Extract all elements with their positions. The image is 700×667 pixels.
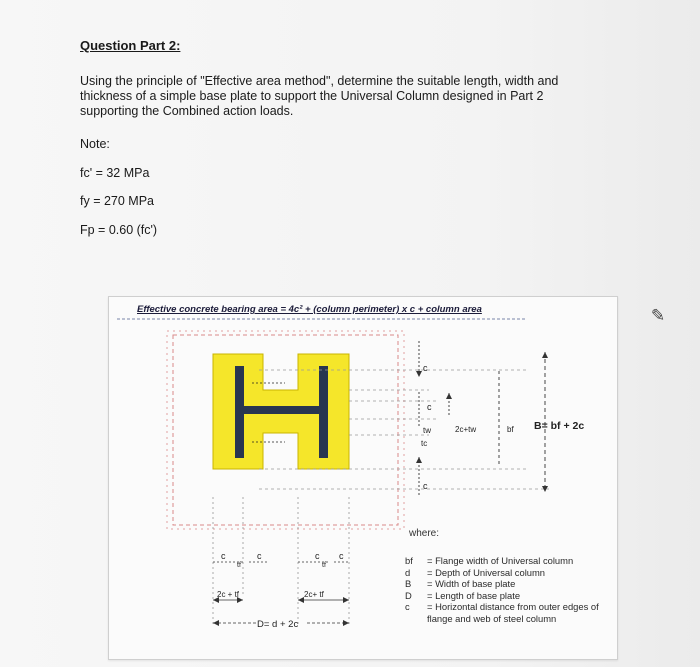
legend-description: = Length of base plate	[427, 589, 521, 601]
legend-symbol: c	[405, 601, 410, 613]
dim-c1: c	[221, 551, 226, 561]
legend	[405, 555, 607, 625]
dim-tf2: tf	[322, 562, 326, 569]
legend-description: = Width of base plate	[427, 578, 516, 590]
right-flange	[319, 366, 328, 458]
dim-c-bottom: c	[423, 481, 428, 491]
question-title: Question Part 2:	[80, 38, 181, 53]
legend-row	[405, 578, 607, 590]
dim-c3: c	[315, 551, 320, 561]
fp-value: Fp = 0.60 (fc')	[80, 223, 158, 237]
legend-row	[405, 555, 607, 567]
question-instruction: Using the principle of "Effective area method", determine the suitable length, width and thickness of a simple base plate to support the Universal Column designed in Part 2 supporting the Combined action loads.	[80, 74, 559, 118]
legend-symbol: D	[405, 589, 412, 601]
dim-c4: c	[339, 551, 344, 561]
dim-b-formula: B= bf + 2c	[534, 420, 585, 432]
base-plate-figure	[108, 296, 618, 660]
fy-value: fy = 270 MPa	[80, 194, 154, 208]
where-label: where:	[409, 528, 440, 539]
dim-2c-tw: 2c+tw	[455, 425, 477, 434]
pencil-icon: ✎	[650, 306, 666, 325]
fc-value: fc' = 32 MPa	[80, 166, 150, 180]
legend-description: = Depth of Universal column	[427, 566, 546, 578]
dim-tc: tc	[421, 439, 428, 448]
dimension-arrows	[416, 352, 548, 492]
dim-bf: bf	[507, 425, 514, 434]
legend-symbol: d	[405, 566, 411, 578]
dim-2c-tf-left: 2c + tf	[217, 590, 240, 599]
dim-tw: tw	[423, 426, 431, 435]
edit-button[interactable]	[646, 304, 670, 328]
dim-2c-tf-right: 2c+ tf	[304, 590, 324, 599]
dim-c-top: c	[423, 363, 428, 373]
note-label: Note:	[80, 137, 110, 151]
legend-description: = Flange width of Universal column	[427, 555, 574, 566]
legend-row	[405, 590, 607, 602]
legend-symbol: bf	[405, 555, 413, 566]
legend-symbol: B	[405, 578, 412, 590]
legend-description: = Horizontal distance from outer edges of flange and web of steel column	[427, 601, 599, 624]
web	[244, 406, 319, 414]
dim-d-formula: D= d + 2c	[257, 619, 299, 630]
dimension-lines	[419, 341, 545, 497]
dim-c-mid: c	[427, 402, 432, 412]
figure-caption: Effective concrete bearing area = 4c² + (column perimeter) x c + column area	[137, 304, 482, 315]
legend-row	[405, 601, 607, 624]
legend-row	[405, 567, 607, 579]
dim-c2: c	[257, 551, 262, 561]
left-flange	[235, 366, 244, 458]
dim-tf1: tf	[237, 562, 241, 569]
